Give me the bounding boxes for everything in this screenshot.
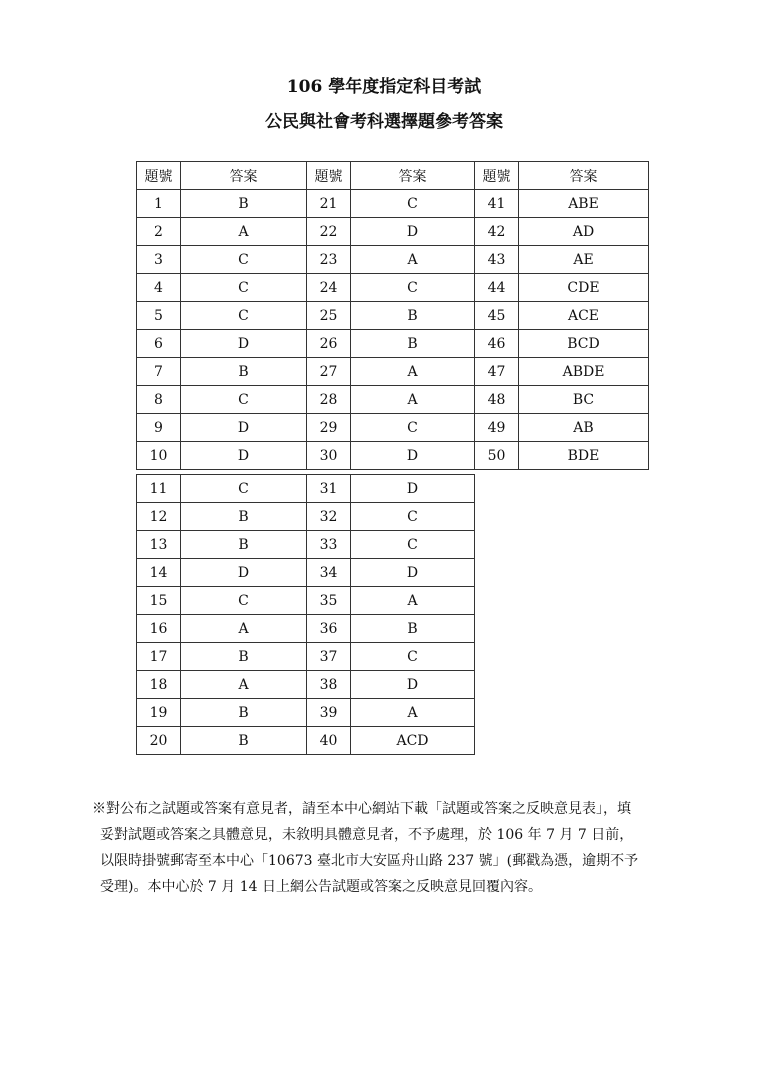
answer-cell: A [181,615,307,643]
answer-cell: BDE [519,442,649,470]
answer-cell: D [181,414,307,442]
table-row [137,442,649,470]
header-ans: 答案 [519,162,649,190]
table-row [137,559,475,587]
question-number: 34 [307,559,351,587]
answer-cell: ABE [519,190,649,218]
answer-cell: B [181,190,307,218]
question-number: 18 [137,671,181,699]
answer-cell: D [351,559,475,587]
answer-cell: A [181,671,307,699]
answer-cell: C [181,587,307,615]
question-number: 47 [475,358,519,386]
table-row [137,414,649,442]
answer-cell: A [351,587,475,615]
question-number: 3 [137,246,181,274]
question-number: 36 [307,615,351,643]
answer-cell: B [181,727,307,755]
question-number: 41 [475,190,519,218]
answer-cell: A [351,358,475,386]
answer-cell: BCD [519,330,649,358]
table-row [137,475,475,503]
question-number: 1 [137,190,181,218]
answer-cell: C [181,386,307,414]
question-number: 25 [307,302,351,330]
question-number: 43 [475,246,519,274]
answer-cell: B [181,503,307,531]
question-number: 9 [137,414,181,442]
exam-title: 106 學年度指定科目考試 [286,77,482,97]
question-number: 48 [475,386,519,414]
objection-notice [92,796,692,900]
table-row [137,274,649,302]
question-number: 27 [307,358,351,386]
header-ans: 答案 [181,162,307,190]
question-number: 6 [137,330,181,358]
table-row [137,386,649,414]
answer-cell: ACE [519,302,649,330]
answer-cell: B [181,531,307,559]
exam-subtitle: 公民與社會考科選擇題參考答案 [265,112,503,132]
answer-cell: C [181,302,307,330]
question-number: 8 [137,386,181,414]
answer-cell: C [351,643,475,671]
answer-cell: AD [519,218,649,246]
question-number: 35 [307,587,351,615]
answer-cell: D [351,475,475,503]
question-number: 49 [475,414,519,442]
header-ans: 答案 [351,162,475,190]
answer-cell: A [351,386,475,414]
answer-cell: C [181,246,307,274]
answer-cell: B [181,358,307,386]
answer-cell: BC [519,386,649,414]
question-number: 14 [137,559,181,587]
answer-cell: D [351,218,475,246]
notice-line: 妥對試題或答案之具體意見，未敘明具體意見者，不予處理，於 106 年 7 月 7 日前， [100,827,634,843]
answer-cell: C [351,414,475,442]
question-number: 13 [137,531,181,559]
header-num: 題號 [307,162,351,190]
question-number: 11 [137,475,181,503]
answer-cell: AB [519,414,649,442]
answer-cell: A [351,246,475,274]
question-number: 15 [137,587,181,615]
table-row [137,330,649,358]
answer-cell: A [181,218,307,246]
answer-cell: C [351,531,475,559]
question-number: 40 [307,727,351,755]
question-number: 2 [137,218,181,246]
answer-cell: B [351,302,475,330]
question-number: 4 [137,274,181,302]
answer-cell: D [351,442,475,470]
table-row [137,503,475,531]
header-num: 題號 [475,162,519,190]
question-number: 5 [137,302,181,330]
answer-cell: B [351,615,475,643]
answer-cell: C [181,475,307,503]
table-row [137,727,475,755]
question-number: 45 [475,302,519,330]
question-number: 21 [307,190,351,218]
notice-line: 以限時掛號郵寄至本中心「10673 臺北市大安區舟山路 237 號」(郵戳為憑，逾期不予 [100,853,639,869]
question-number: 23 [307,246,351,274]
question-number: 26 [307,330,351,358]
answer-cell: A [351,699,475,727]
answer-cell: B [181,643,307,671]
answer-cell: C [181,274,307,302]
answer-cell: D [181,559,307,587]
answer-cell: C [351,190,475,218]
notice-line: ※對公布之試題或答案有意見者，請至本中心網站下載「試題或答案之反映意見表」，填 [92,801,631,817]
table-row [137,699,475,727]
question-number: 42 [475,218,519,246]
question-number: 31 [307,475,351,503]
table-row [137,302,649,330]
answer-cell: B [181,699,307,727]
question-number: 19 [137,699,181,727]
question-number: 20 [137,727,181,755]
question-number: 22 [307,218,351,246]
question-number: 46 [475,330,519,358]
answer-cell: AE [519,246,649,274]
question-number: 38 [307,671,351,699]
answer-cell: ACD [351,727,475,755]
answer-table-partial [136,474,475,755]
question-number: 28 [307,386,351,414]
answer-cell: B [351,330,475,358]
table-row [137,246,649,274]
answer-cell: C [351,503,475,531]
question-number: 7 [137,358,181,386]
answer-cell: D [181,442,307,470]
question-number: 29 [307,414,351,442]
question-number: 24 [307,274,351,302]
table-row [137,587,475,615]
table-row [137,531,475,559]
question-number: 39 [307,699,351,727]
question-number: 12 [137,503,181,531]
question-number: 17 [137,643,181,671]
question-number: 33 [307,531,351,559]
notice-line: 受理)。本中心於 7 月 14 日上網公告試題或答案之反映意見回覆內容。 [100,879,542,895]
question-number: 32 [307,503,351,531]
table-row [137,615,475,643]
table-row [137,358,649,386]
question-number: 37 [307,643,351,671]
question-number: 50 [475,442,519,470]
header-num: 題號 [137,162,181,190]
answer-cell: ABDE [519,358,649,386]
answer-cell: C [351,274,475,302]
answer-table-full [136,161,649,470]
table-row [137,190,649,218]
question-number: 16 [137,615,181,643]
table-header-row [137,162,649,190]
question-number: 10 [137,442,181,470]
table-row [137,671,475,699]
answer-cell: D [181,330,307,358]
table-row [137,218,649,246]
answer-cell: D [351,671,475,699]
table-row [137,643,475,671]
question-number: 30 [307,442,351,470]
answer-cell: CDE [519,274,649,302]
question-number: 44 [475,274,519,302]
